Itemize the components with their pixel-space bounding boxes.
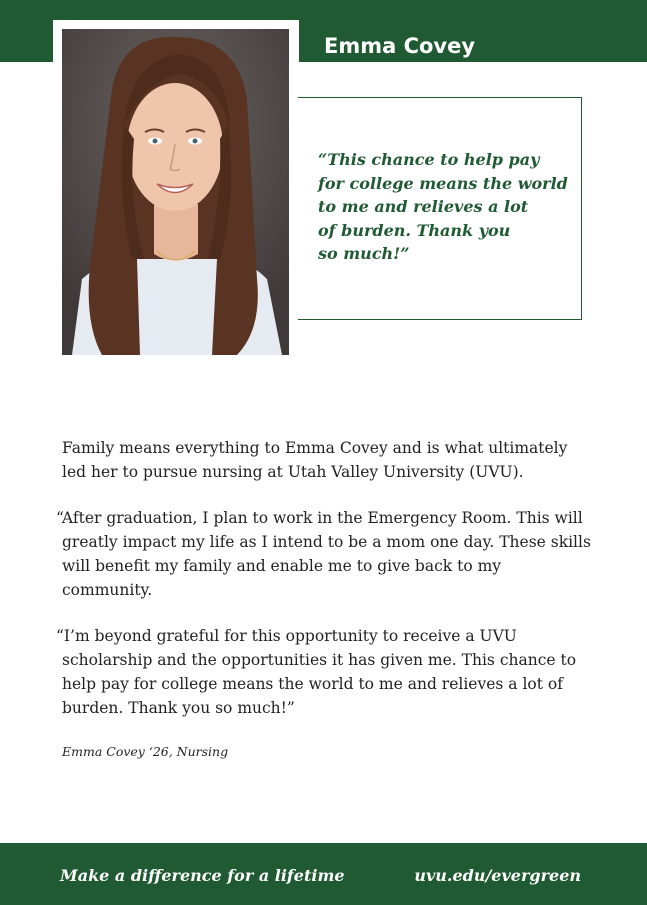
quote-attribution: Emma Covey ‘26, Nursing xyxy=(62,744,229,759)
portrait-photo xyxy=(62,29,289,355)
student-name: Emma Covey xyxy=(324,34,476,58)
story-paragraph-quote-2: “I’m beyond grateful for this opportunity to receive a UVU scholarship and the opportunities it has given me. This chance to help pay for college means the world to me and relieves a lot of burden. Thank you so much!” xyxy=(56,627,577,717)
footer-tagline: Make a difference for a lifetime xyxy=(60,866,345,885)
story-body xyxy=(56,436,596,742)
pull-quote: “This chance to help pay for college means the world to me and relieves a lot of burden. Thank you so much!” xyxy=(318,150,568,263)
story-paragraph-intro: Family means everything to Emma Covey and is what ultimately led her to pursue nursing at Utah Valley University (UVU). xyxy=(62,439,568,481)
portrait-illustration xyxy=(62,29,289,355)
footer-url[interactable]: uvu.edu/evergreen xyxy=(414,866,581,885)
story-paragraph-quote-1: “After graduation, I plan to work in the Emergency Room. This will greatly impact my life as I intend to be a mom one day. These skills will benefit my family and enable me to give back to my community. xyxy=(56,509,591,599)
